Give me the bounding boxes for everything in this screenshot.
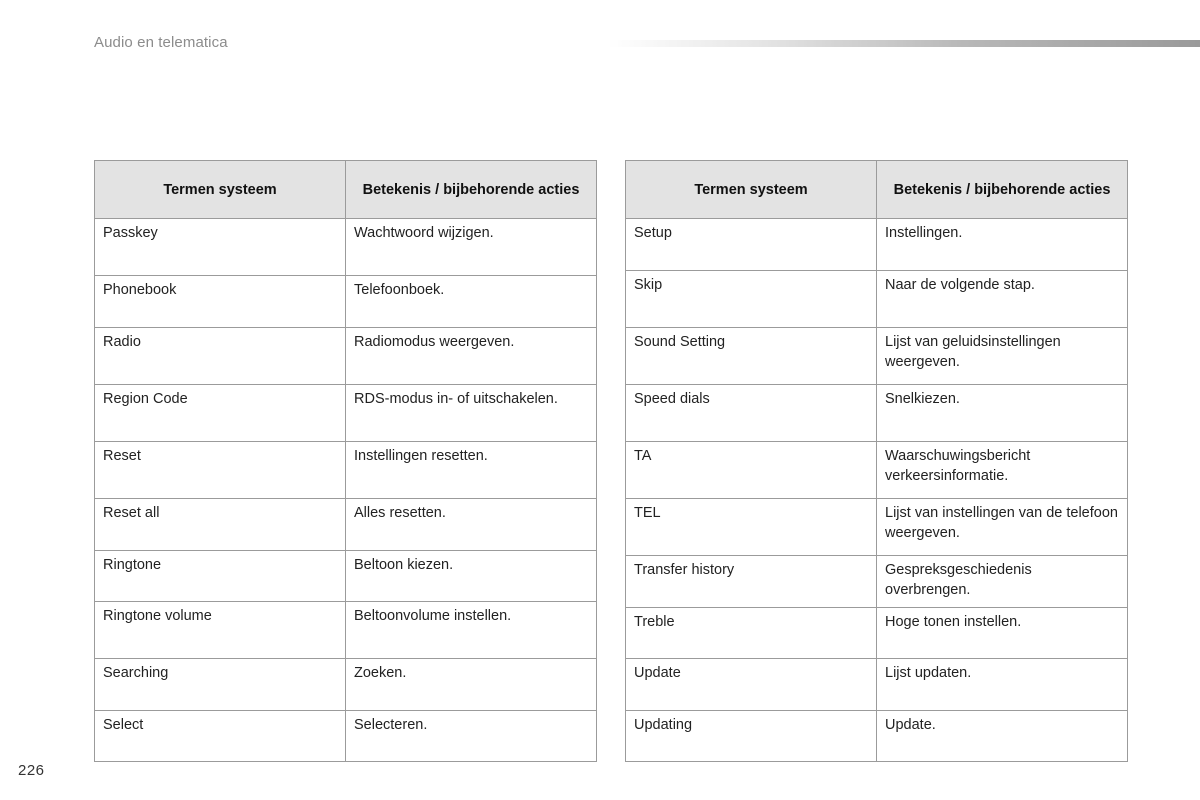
header-gradient-bar <box>608 40 1200 47</box>
term-cell: Setup <box>626 219 877 271</box>
table-row <box>626 608 1128 659</box>
meaning-cell: Beltoon kiezen. <box>346 551 597 602</box>
table-row <box>626 271 1128 328</box>
term-cell: Reset <box>95 442 346 499</box>
table-row <box>626 556 1128 608</box>
section-title: Audio en telematica <box>94 34 228 51</box>
term-cell: Treble <box>626 608 877 659</box>
table-row <box>626 499 1128 556</box>
term-cell: TA <box>626 442 877 499</box>
term-cell: Region Code <box>95 385 346 442</box>
meaning-cell: RDS-modus in- of uitschakelen. <box>346 385 597 442</box>
term-cell: Sound Setting <box>626 328 877 385</box>
meaning-cell: Instellingen resetten. <box>346 442 597 499</box>
term-cell: Transfer history <box>626 556 877 608</box>
column-header-term: Termen systeem <box>95 161 346 219</box>
table-row <box>626 219 1128 271</box>
table-row <box>95 659 597 711</box>
meaning-cell: Snelkiezen. <box>877 385 1128 442</box>
meaning-cell: Lijst van geluidsinstellingen weergeven. <box>877 328 1128 385</box>
meaning-cell: Instellingen. <box>877 219 1128 271</box>
term-cell: Update <box>626 659 877 711</box>
meaning-cell: Waarschuwingsbericht verkeersinformatie. <box>877 442 1128 499</box>
table-row <box>626 442 1128 499</box>
column-header-meaning: Betekenis / bijbehorende acties <box>346 161 597 219</box>
table-row <box>95 499 597 551</box>
meaning-cell: Telefoonboek. <box>346 276 597 328</box>
table-header-row <box>626 161 1128 219</box>
table-row <box>95 602 597 659</box>
table-header-row <box>95 161 597 219</box>
table-row <box>95 385 597 442</box>
term-cell: Searching <box>95 659 346 711</box>
term-cell: Select <box>95 711 346 762</box>
term-cell: Updating <box>626 711 877 762</box>
term-cell: Reset all <box>95 499 346 551</box>
column-header-meaning: Betekenis / bijbehorende acties <box>877 161 1128 219</box>
term-cell: TEL <box>626 499 877 556</box>
meaning-cell: Lijst van instellingen van de telefoon weergeven. <box>877 499 1128 556</box>
terms-table-right <box>625 160 1128 762</box>
meaning-cell: Selecteren. <box>346 711 597 762</box>
meaning-cell: Lijst updaten. <box>877 659 1128 711</box>
table-row <box>95 276 597 328</box>
meaning-cell: Alles resetten. <box>346 499 597 551</box>
table-row <box>95 328 597 385</box>
table-row <box>95 711 597 762</box>
table-row <box>626 385 1128 442</box>
page-number: 226 <box>18 762 45 779</box>
table-row <box>95 219 597 276</box>
term-cell: Speed dials <box>626 385 877 442</box>
term-cell: Phonebook <box>95 276 346 328</box>
terms-table-left <box>94 160 597 762</box>
table-row <box>95 551 597 602</box>
table-row <box>626 328 1128 385</box>
table-row <box>626 711 1128 762</box>
table-row <box>95 442 597 499</box>
term-cell: Ringtone <box>95 551 346 602</box>
term-cell: Radio <box>95 328 346 385</box>
term-cell: Passkey <box>95 219 346 276</box>
meaning-cell: Radiomodus weergeven. <box>346 328 597 385</box>
term-cell: Ringtone volume <box>95 602 346 659</box>
table-row <box>626 659 1128 711</box>
column-header-term: Termen systeem <box>626 161 877 219</box>
meaning-cell: Beltoonvolume instellen. <box>346 602 597 659</box>
meaning-cell: Naar de volgende stap. <box>877 271 1128 328</box>
meaning-cell: Wachtwoord wijzigen. <box>346 219 597 276</box>
meaning-cell: Update. <box>877 711 1128 762</box>
meaning-cell: Zoeken. <box>346 659 597 711</box>
meaning-cell: Gespreksgeschiedenis overbrengen. <box>877 556 1128 608</box>
term-cell: Skip <box>626 271 877 328</box>
meaning-cell: Hoge tonen instellen. <box>877 608 1128 659</box>
